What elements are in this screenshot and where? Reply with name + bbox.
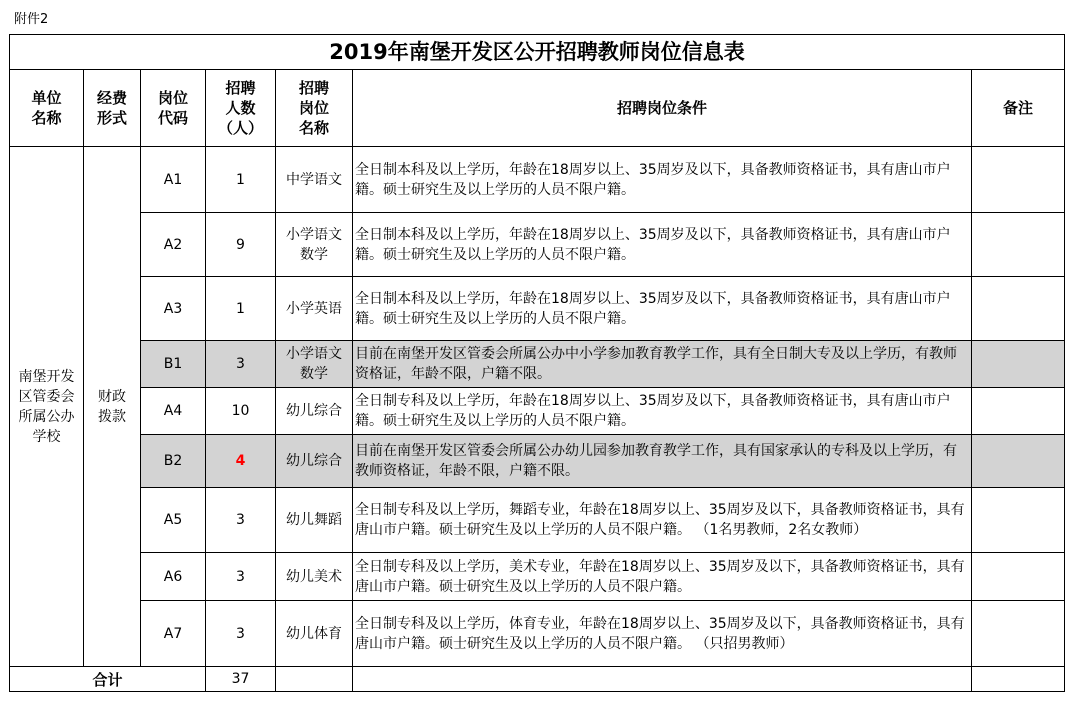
total-empty-cell <box>972 667 1065 692</box>
position-name-cell: 幼儿美术 <box>276 553 353 601</box>
total-row <box>10 667 1065 692</box>
position-code-cell: A2 <box>141 213 206 277</box>
conditions-cell: 全日制专科及以上学历，年龄在18周岁以上、35周岁及以下，具备教师资格证书，具有唐山市户籍。硕士研究生及以上学历的人员不限户籍。 <box>353 388 972 435</box>
position-code-cell: B2 <box>141 435 206 488</box>
remarks-cell <box>972 488 1065 553</box>
position-code-cell: A7 <box>141 601 206 667</box>
position-code-cell: A5 <box>141 488 206 553</box>
total-empty-cell <box>353 667 972 692</box>
attachment-label: 附件2 <box>14 12 49 27</box>
position-name-cell: 小学语文 数学 <box>276 213 353 277</box>
conditions-cell: 全日制专科及以上学历，美术专业，年龄在18周岁以上、35周岁及以下，具备教师资格证书，具有唐山市户籍。硕士研究生及以上学历的人员不限户籍。 <box>353 553 972 601</box>
unit-name-cell: 南堡开发 区管委会 所属公办 学校 <box>10 147 84 667</box>
recruit-count-cell: 4 <box>206 435 276 488</box>
table-row <box>10 553 1065 601</box>
conditions-cell: 目前在南堡开发区管委会所属公办幼儿园参加教育教学工作，具有国家承认的专科及以上学历，有教师资格证，年龄不限，户籍不限。 <box>353 435 972 488</box>
total-label: 合计 <box>10 667 206 692</box>
remarks-cell <box>972 277 1065 341</box>
remarks-cell <box>972 388 1065 435</box>
header-funding: 经费 形式 <box>84 70 141 147</box>
recruit-count-cell: 9 <box>206 213 276 277</box>
conditions-cell: 全日制专科及以上学历，体育专业，年龄在18周岁以上、35周岁及以下，具备教师资格证书，具有唐山市户籍。硕士研究生及以上学历的人员不限户籍。 （只招男教师） <box>353 601 972 667</box>
table-title: 2019年南堡开发区公开招聘教师岗位信息表 <box>10 35 1065 70</box>
position-code-cell: A3 <box>141 277 206 341</box>
total-count: 37 <box>206 667 276 692</box>
position-name-cell: 幼儿综合 <box>276 388 353 435</box>
position-name-cell: 小学英语 <box>276 277 353 341</box>
recruit-count-cell: 10 <box>206 388 276 435</box>
total-empty-cell <box>276 667 353 692</box>
header-code: 岗位 代码 <box>141 70 206 147</box>
position-name-cell: 幼儿体育 <box>276 601 353 667</box>
remarks-cell <box>972 213 1065 277</box>
position-code-cell: A4 <box>141 388 206 435</box>
remarks-cell <box>972 341 1065 388</box>
position-code-cell: B1 <box>141 341 206 388</box>
table-row <box>10 147 1065 213</box>
header-unit: 单位 名称 <box>10 70 84 147</box>
position-name-cell: 幼儿综合 <box>276 435 353 488</box>
position-info-table <box>9 34 1065 692</box>
conditions-cell: 目前在南堡开发区管委会所属公办中小学参加教育教学工作，具有全日制大专及以上学历，有教师资格证，年龄不限，户籍不限。 <box>353 341 972 388</box>
recruit-count-cell: 1 <box>206 147 276 213</box>
conditions-cell: 全日制本科及以上学历，年龄在18周岁以上、35周岁及以下，具备教师资格证书，具有唐山市户籍。硕士研究生及以上学历的人员不限户籍。 <box>353 213 972 277</box>
position-name-cell: 小学语文 数学 <box>276 341 353 388</box>
remarks-cell <box>972 553 1065 601</box>
header-conditions: 招聘岗位条件 <box>353 70 972 147</box>
recruit-count-cell: 3 <box>206 601 276 667</box>
conditions-cell: 全日制本科及以上学历，年龄在18周岁以上、35周岁及以下，具备教师资格证书，具有唐山市户籍。硕士研究生及以上学历的人员不限户籍。 <box>353 277 972 341</box>
header-position: 招聘 岗位 名称 <box>276 70 353 147</box>
remarks-cell <box>972 435 1065 488</box>
table-row <box>10 277 1065 341</box>
recruit-count-cell: 3 <box>206 553 276 601</box>
recruit-count-cell: 3 <box>206 488 276 553</box>
remarks-cell <box>972 147 1065 213</box>
recruit-count-cell: 1 <box>206 277 276 341</box>
position-code-cell: A6 <box>141 553 206 601</box>
position-name-cell: 中学语文 <box>276 147 353 213</box>
table-row <box>10 488 1065 553</box>
remarks-cell <box>972 601 1065 667</box>
funding-type-cell: 财政 拨款 <box>84 147 141 667</box>
recruit-count-cell: 3 <box>206 341 276 388</box>
table-row <box>10 341 1065 388</box>
table-row <box>10 388 1065 435</box>
table-row <box>10 213 1065 277</box>
header-remarks: 备注 <box>972 70 1065 147</box>
position-name-cell: 幼儿舞蹈 <box>276 488 353 553</box>
conditions-cell: 全日制专科及以上学历，舞蹈专业，年龄在18周岁以上、35周岁及以下，具备教师资格证书，具有唐山市户籍。硕士研究生及以上学历的人员不限户籍。 （1名男教师，2名女教师） <box>353 488 972 553</box>
position-code-cell: A1 <box>141 147 206 213</box>
table-row <box>10 435 1065 488</box>
header-count: 招聘 人数 （人） <box>206 70 276 147</box>
conditions-cell: 全日制本科及以上学历，年龄在18周岁以上、35周岁及以下，具备教师资格证书，具有唐山市户籍。硕士研究生及以上学历的人员不限户籍。 <box>353 147 972 213</box>
table-row <box>10 601 1065 667</box>
